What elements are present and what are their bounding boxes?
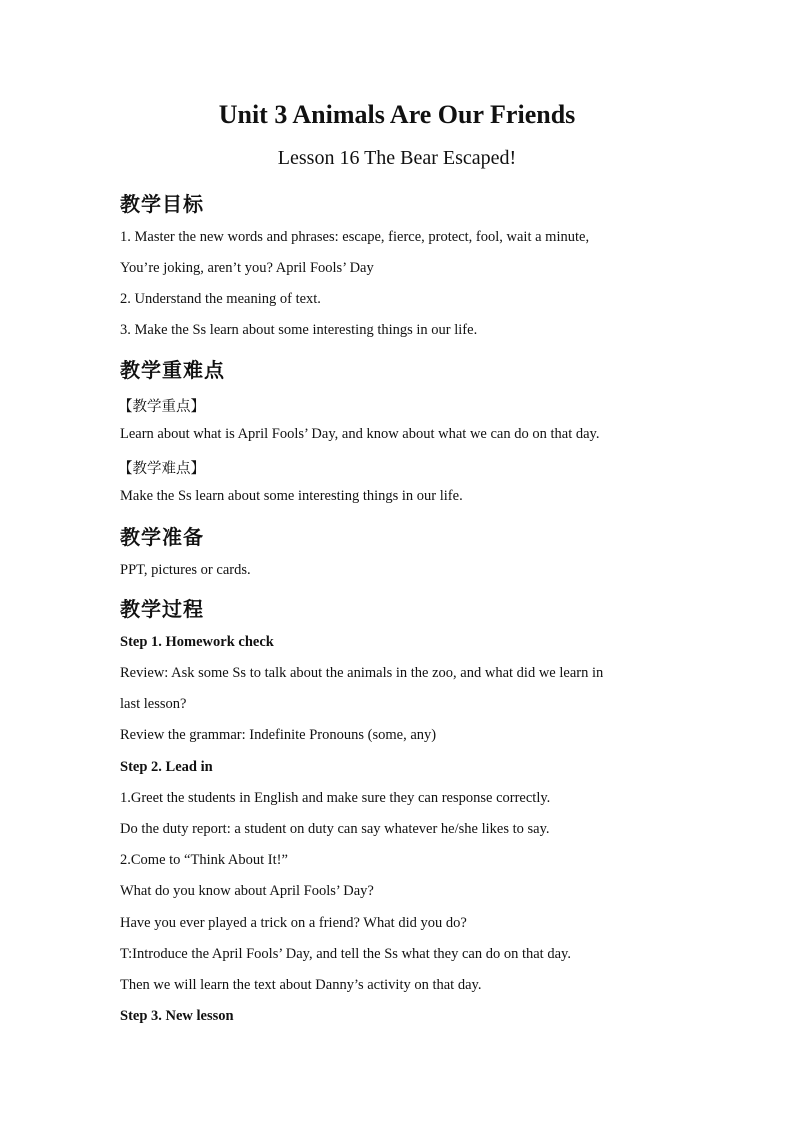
step-1-title: Step 1. Homework check	[120, 634, 274, 650]
step-2-line-1: 1.Greet the students in English and make sure they can response correctly.	[120, 790, 551, 806]
step-1-line-3: Review the grammar: Indefinite Pronouns (some, any)	[120, 727, 437, 743]
step-3-title: Step 3. New lesson	[120, 1008, 234, 1024]
step-1-line-1: Review: Ask some Ss to talk about the animals in the zoo, and what did we learn in	[120, 665, 604, 681]
preparation-heading: 教学准备	[120, 525, 204, 549]
step-2-line-7: Then we will learn the text about Danny’s activity on that day.	[120, 977, 482, 993]
objectives-heading: 教学目标	[120, 192, 204, 216]
focus-label: 【教学重点】	[118, 399, 205, 415]
objectives-line-1: 1. Master the new words and phrases: escape, fierce, protect, fool, wait a minute,	[120, 229, 590, 245]
lesson-subtitle: Lesson 16 The Bear Escaped!	[277, 147, 517, 169]
focus-text: Learn about what is April Fools’ Day, and know about what we can do on that day.	[120, 426, 600, 442]
document-title: Unit 3 Animals Are Our Friends	[218, 100, 576, 129]
objectives-line-4: 3. Make the Ss learn about some interesting things in our life.	[120, 322, 478, 338]
step-2-line-2: Do the duty report: a student on duty can say whatever he/she likes to say.	[120, 821, 550, 837]
preparation-text: PPT, pictures or cards.	[120, 562, 251, 578]
step-2-line-4: What do you know about April Fools’ Day?	[120, 883, 374, 899]
objectives-line-3: 2. Understand the meaning of text.	[120, 291, 321, 307]
step-2-line-6: T:Introduce the April Fools’ Day, and tell the Ss what they can do on that day.	[120, 946, 571, 962]
key-points-heading: 教学重难点	[120, 358, 225, 382]
difficulty-text: Make the Ss learn about some interesting things in our life.	[120, 488, 463, 504]
process-heading: 教学过程	[120, 597, 204, 621]
difficulty-label: 【教学难点】	[118, 461, 205, 477]
step-2-title: Step 2. Lead in	[120, 759, 213, 775]
step-1-line-2: last lesson?	[120, 696, 187, 712]
step-2-line-5: Have you ever played a trick on a friend? What did you do?	[120, 915, 467, 931]
objectives-line-2: You’re joking, aren’t you? April Fools’ Day	[120, 260, 374, 276]
step-2-line-3: 2.Come to “Think About It!”	[120, 852, 288, 868]
